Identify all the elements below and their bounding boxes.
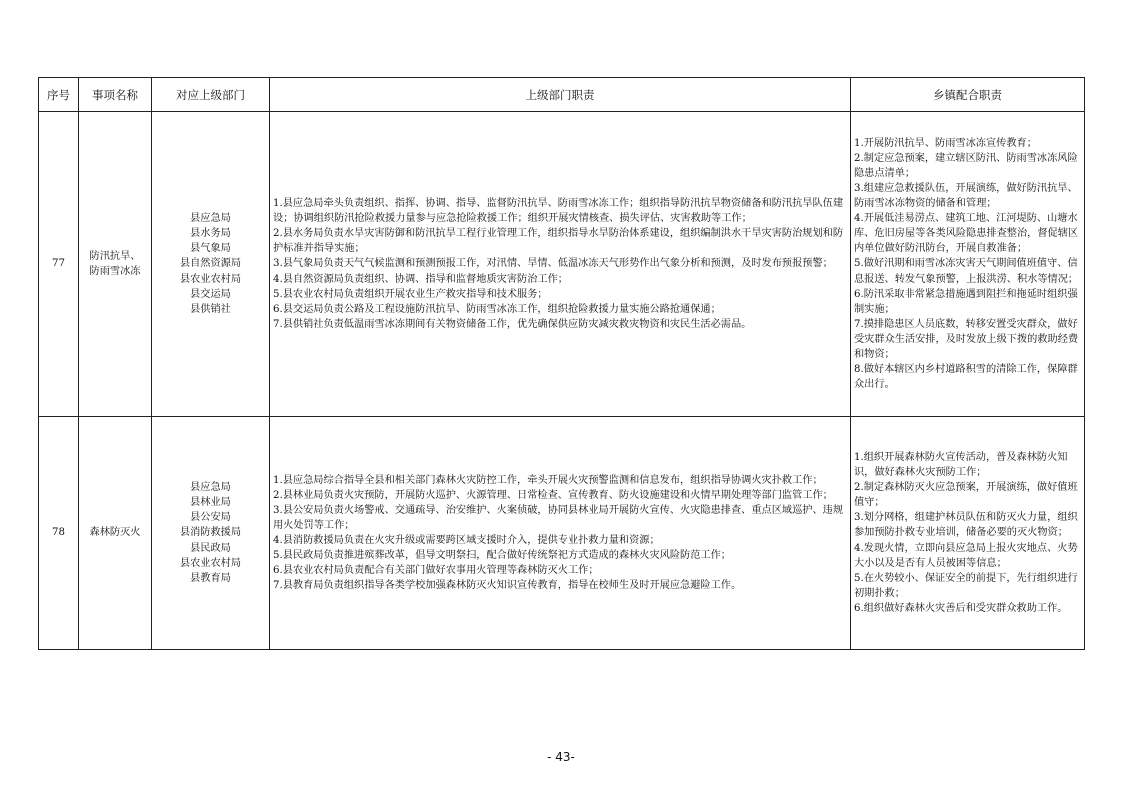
- duty-item: 2.制定森林防灭火应急预案，开展演练，做好值班值守；: [854, 482, 1078, 509]
- header-item-name: 事项名称: [79, 78, 152, 112]
- duty-item: 3.划分网格，组建护林员队伍和防灭火力量，组织参加预防扑救专业培训，储备必要的灭火物资；: [854, 512, 1078, 539]
- dept-name: 县农业农村局: [179, 557, 242, 569]
- duty-item: 7.摸排隐患区人员底数，转移安置受灾群众，做好受灾群众生活安排，及时发放上级下拨的救助经费和物资；: [854, 318, 1079, 361]
- dept-name: 县公安局: [190, 512, 231, 524]
- header-row: [39, 78, 1085, 112]
- header-no: 序号: [39, 78, 79, 112]
- superior-duties-cell: [270, 112, 851, 417]
- duty-item: 6.县交运局负责公路及工程设施防汛抗旱、防雨雪冰冻工作，组织抢险救援力量实施公路抢通保通；: [273, 303, 721, 315]
- duty-item: 6.组织做好森林火灾善后和受灾群众救助工作。: [854, 602, 1068, 614]
- duty-item: 1.县应急局综合指导全县和相关部门森林火灾防控工作，牵头开展火灾预警监测和信息发布，组织指导协调火灾扑救工作；: [273, 474, 823, 486]
- dept-name: 县气象局: [190, 243, 231, 255]
- duty-item: 5.县民政局负责推进殡葬改革，倡导文明祭扫，配合做好传统祭祀方式造成的森林火灾风险防范工作；: [273, 550, 731, 562]
- duty-item: 5.做好汛期和雨雪冰冻灾害天气期间值班值守、信息报送、转发气象预警，上报洪涝、积水等情况；: [854, 258, 1079, 285]
- superior-duties-cell: [270, 417, 851, 650]
- item-name-line: 防汛抗旱、: [89, 250, 141, 262]
- duty-item: 4.发现火情，立即向县应急局上报火灾地点、火势大小以及是否有人员被困等信息；: [854, 542, 1078, 569]
- duty-item: 2.县水务局负责水旱灾害防御和防汛抗旱工程行业管理工作，组织指导水旱防治体系建设，组织编制洪水干旱灾害防治规划和防护标准并指导实施；: [273, 228, 844, 255]
- header-superior-duties: 上级部门职责: [270, 78, 851, 112]
- duty-item: 5.在火势较小、保证安全的前提下，先行组织进行初期扑救；: [854, 572, 1078, 599]
- duty-item: 6.县农业农村局负责配合有关部门做好农事用火管理等森林防灭火工作；: [273, 565, 599, 577]
- dept-name: 县教育局: [190, 572, 231, 584]
- header-superior-dept: 对应上级部门: [152, 78, 270, 112]
- item-name-cell: [79, 112, 152, 417]
- item-name-cell: [79, 417, 152, 650]
- table-row: [39, 112, 1085, 417]
- duty-item: 3.县气象局负责天气气候监测和预测预报工作，对汛情、旱情、低温冰冻天气形势作出气象分析和预测，及时发布预报预警；: [273, 258, 833, 270]
- duty-item: 1.组织开展森林防火宣传活动，普及森林防火知识，做好森林火灾预防工作；: [854, 451, 1068, 479]
- duty-item: 6.防汛采取非常紧急措施遇到阻拦和拖延时组织强制实施；: [854, 288, 1078, 315]
- dept-cell: [152, 417, 270, 650]
- dept-name: 县民政局: [190, 542, 231, 554]
- dept-name: 县应急局: [190, 482, 231, 494]
- table-row: [39, 417, 1085, 650]
- dept-name: 县交运局: [190, 288, 231, 300]
- dept-name: 县水务局: [190, 228, 231, 240]
- row-number: 78: [39, 417, 79, 650]
- dept-name: 县供销社: [190, 303, 231, 315]
- township-duties-cell: [851, 417, 1085, 650]
- duty-item: 2.制定应急预案，建立辖区防汛、防雨雪冰冻风险隐患点清单；: [854, 152, 1078, 179]
- duty-item: 1.开展防汛抗旱、防雨雪冰冻宣传教育；: [854, 137, 1037, 149]
- duty-item: 4.县自然资源局负责组织、协调、指导和监督地质灾害防治工作；: [273, 273, 568, 285]
- duty-item: 4.开展低洼易涝点、建筑工地、江河堤防、山塘水库、危旧房屋等各类风险隐患排查整治，督促辖区内单位做好防汛防台，开展自救准备；: [854, 213, 1079, 255]
- item-name-line: 森林防灭火: [89, 527, 141, 539]
- row-number: 77: [39, 112, 79, 417]
- township-duties-cell: [851, 112, 1085, 417]
- item-name-line: 防雨雪冰冻: [89, 266, 141, 277]
- page-number: - 43-: [547, 750, 575, 764]
- dept-name: 县自然资源局: [179, 258, 242, 270]
- duty-table: [38, 77, 1085, 650]
- dept-name: 县林业局: [190, 497, 231, 509]
- duty-item: 1.县应急局牵头负责组织、指挥、协调、指导、监督防汛抗旱、防雨雪冰冻工作；组织指导防汛抗旱物资储备和防汛抗旱队伍建设；协调组织防汛抢险救援力量参与应急抢险救援工作；组织开展灾情核查、损失评估、灾害救助等工作；: [273, 198, 844, 225]
- duty-item: 3.组建应急救援队伍，开展演练，做好防汛抗旱、防雨雪冰冻物资的储备和管理；: [854, 182, 1078, 210]
- duty-item: 2.县林业局负责火灾预防，开展防火巡护、火源管理、日常检查、宣传教育、防火设施建设和火情早期处理等部门监管工作；: [273, 489, 833, 501]
- header-township-duties: 乡镇配合职责: [851, 78, 1085, 112]
- duty-item: 5.县农业农村局负责组织开展农业生产救灾指导和技术服务；: [273, 288, 548, 300]
- duty-item: 8.做好本辖区内乡村道路积雪的清除工作，保障群众出行。: [854, 364, 1078, 391]
- duty-item: 7.县供销社负责低温雨雪冰冻期间有关物资储备工作，优先确保供应防灾减灾救灾物资和灾民生活必需品。: [273, 318, 752, 330]
- dept-name: 县消防救援局: [179, 527, 242, 539]
- duty-item: 3.县公安局负责火场警戒、交通疏导、治安维护、火案侦破，协同县林业局开展防火宣传、火灾隐患排查、重点区域巡护、违规用火处罚等工作；: [273, 504, 844, 531]
- duty-item: 7.县教育局负责组织指导各类学校加强森林防灭火知识宣传教育，指导在校师生及时开展应急避险工作。: [273, 580, 742, 592]
- dept-cell: [152, 112, 270, 417]
- dept-name: 县农业农村局: [179, 273, 242, 285]
- duty-item: 4.县消防救援局负责在火灾升级或需要跨区域支援时介入，提供专业扑救力量和资源；: [273, 535, 660, 546]
- dept-name: 县应急局: [190, 213, 231, 225]
